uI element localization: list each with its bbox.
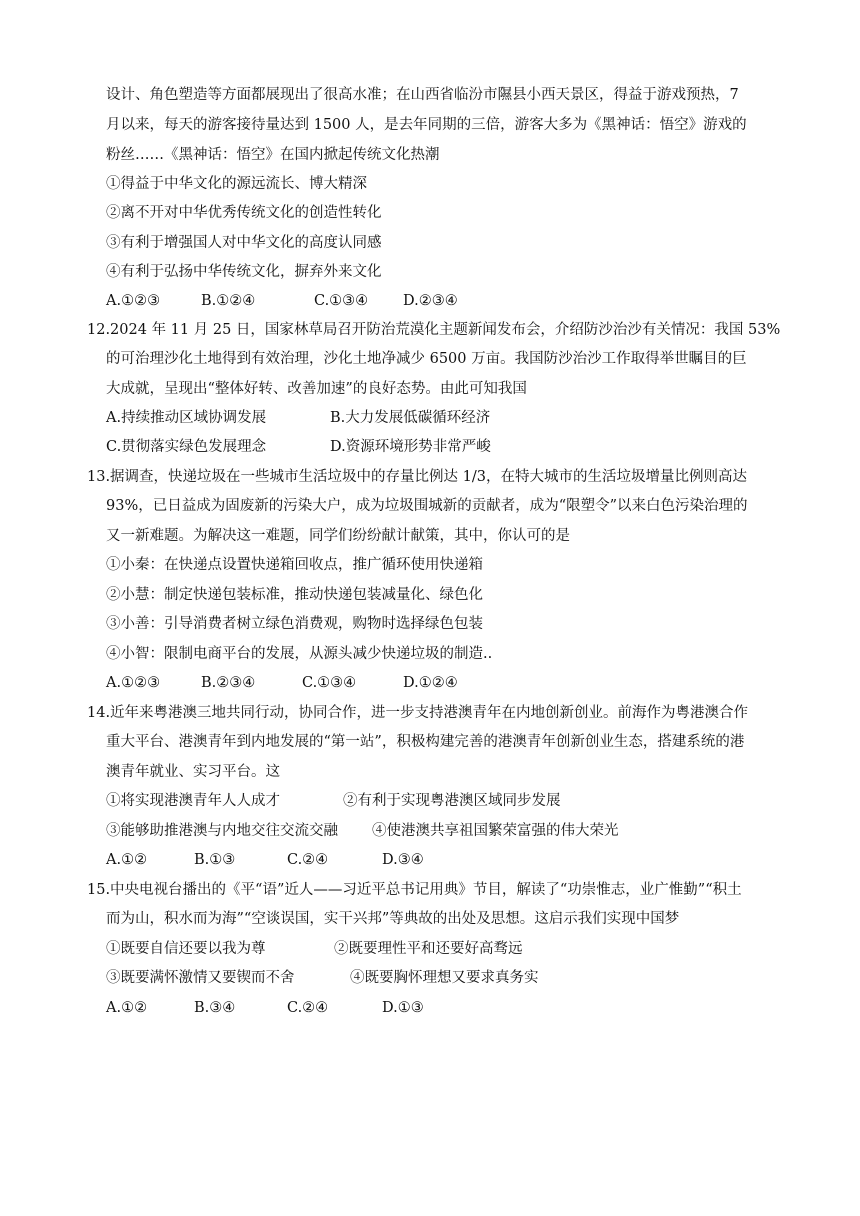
q12-stem-line: 的可治理沙化土地得到有效治理，沙化土地净减少 6500 万亩。我国防沙治沙工作取得举世瞩目的巨 [106,351,747,367]
q14-option-c[interactable]: C.②④ [287,852,329,868]
q12-option-c[interactable]: C.贯彻落实绿色发展理念 [106,439,267,455]
q14-statement: ②有利于实现粤港澳区域同步发展 [343,793,561,809]
q14-statement: ①将实现港澳青年人人成才 [106,793,280,809]
q14-stem-line: 澳青年就业、实习平台。这 [106,764,280,780]
q15-option-a[interactable]: A.①② [106,1000,148,1016]
q15-stem-line: 15.中央电视台播出的《平“语”近人——习近平总书记用典》节目，解读了“功崇惟志，业广惟勤”“积土 [87,882,742,898]
q11-option-d[interactable]: D.②③④ [403,293,458,309]
q14-stem-line: 14.近年来粤港澳三地共同行动，协同合作，进一步支持港澳青年在内地创新创业。前海作为粤港澳合作 [87,705,749,721]
q14-option-a[interactable]: A.①② [106,852,148,868]
q13-stem-line: 又一新难题。为解决这一难题，同学们纷纷献计献策，其中，你认可的是 [106,528,570,544]
q13-statement: ①小秦：在快递点设置快递箱回收点，推广循环使用快递箱 [106,557,483,573]
q13-statement: ②小慧：制定快递包装标准，推动快递包装减量化、绿色化 [106,587,483,603]
q13-option-d[interactable]: D.①②④ [403,675,458,691]
q13-stem-line: 13.据调查，快递垃圾在一些城市生活垃圾中的存量比例达 1/3，在特大城市的生活垃圾增量比例则高达 [87,469,748,485]
q15-stem-line: 而为山，积水而为海”“空谈误国，实干兴邦”等典故的出处及思想。这启示我们实现中国梦 [106,911,680,927]
q13-statement: ④小智：限制电商平台的发展，从源头减少快递垃圾的制造.. [106,646,493,662]
q15-statement: ①既要自信还要以我为尊 [106,941,266,957]
q12-option-b[interactable]: B.大力发展低碳循环经济 [330,410,491,426]
q13-stem-line: 93%，已日益成为固废新的污染大户，成为垃圾围城新的贡献者，成为“限塑令”以来白色污染治理的 [106,498,748,514]
q13-statement: ③小善：引导消费者树立绿色消费观，购物时选择绿色包装 [106,616,483,632]
q12-stem-line: 12.2024 年 11 月 25 日，国家林草局召开防治荒漠化主题新闻发布会，介绍防沙治沙有关情况：我国 53% [87,322,781,338]
q15-statement: ④既要胸怀理想又要求真务实 [350,970,539,986]
q11-option-b[interactable]: B.①②④ [201,293,256,309]
q12-option-a[interactable]: A.持续推动区域协调发展 [106,410,267,426]
q15-option-d[interactable]: D.①③ [382,1000,424,1016]
q15-option-b[interactable]: B.③④ [194,1000,236,1016]
q13-option-c[interactable]: C.①③④ [302,675,357,691]
q13-option-b[interactable]: B.②③④ [201,675,256,691]
q11-statement: ④有利于弘扬中华传统文化，摒弃外来文化 [106,264,382,280]
q14-option-b[interactable]: B.①③ [194,852,236,868]
q11-statement: ②离不开对中华优秀传统文化的创造性转化 [106,205,382,221]
q11-option-a[interactable]: A.①②③ [106,293,161,309]
q11-text-line: 月以来，每天的游客接待量达到 1500 人，是去年同期的三倍，游客大多为《黑神话：悟空》游戏的 [106,117,747,133]
q15-statement: ③既要满怀激情又要锲而不舍 [106,970,295,986]
q15-statement: ②既要理性平和还要好高骛远 [334,941,523,957]
q14-statement: ④使港澳共享祖国繁荣富强的伟大荣光 [372,823,619,839]
q11-statement: ③有利于增强国人对中华文化的高度认同感 [106,235,382,251]
q14-option-d[interactable]: D.③④ [382,852,424,868]
q11-statement: ①得益于中华文化的源远流长、博大精深 [106,176,367,192]
q12-option-d[interactable]: D.资源环境形势非常严峻 [330,439,491,455]
q14-stem-line: 重大平台、港澳青年到内地发展的“第一站”，积极构建完善的港澳青年创新创业生态，搭建系统的港 [106,734,745,750]
q14-statement: ③能够助推港澳与内地交往交流交融 [106,823,338,839]
q12-stem-line: 大成就，呈现出“整体好转、改善加速”的良好态势。由此可知我国 [106,381,527,397]
q15-option-c[interactable]: C.②④ [287,1000,329,1016]
q11-text-line: 粉丝……《黑神话：悟空》在国内掀起传统文化热潮 [106,147,440,163]
q11-option-c[interactable]: C.①③④ [314,293,369,309]
q11-text-line: 设计、角色塑造等方面都展现出了很高水准；在山西省临汾市隰县小西天景区，得益于游戏预热，7 [106,87,739,103]
q13-option-a[interactable]: A.①②③ [106,675,161,691]
